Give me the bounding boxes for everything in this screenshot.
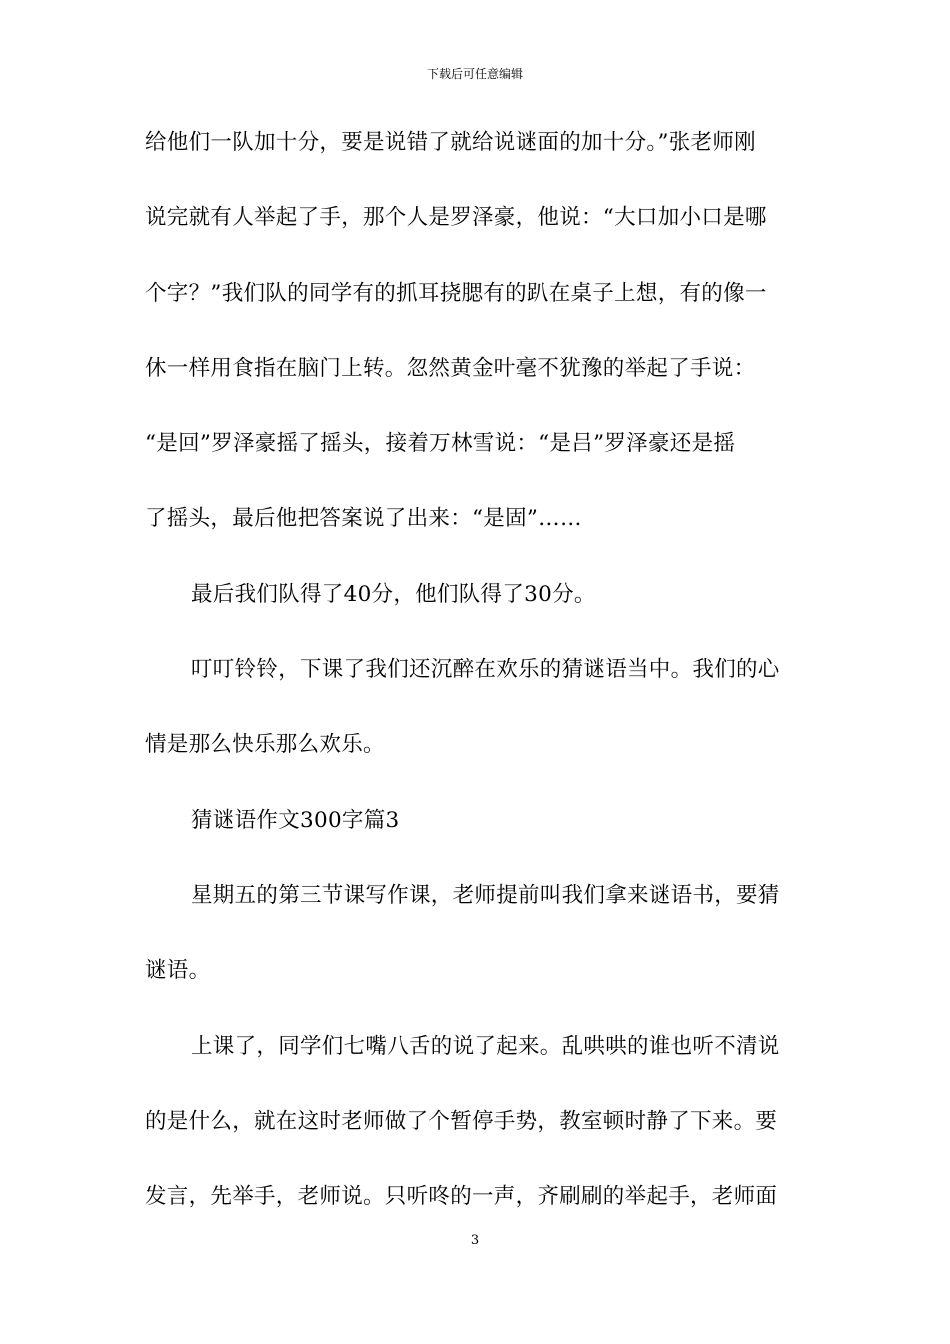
- text-line: 的是什么，就在这时老师做了个暂停手势，教室顿时静了下来。要: [145, 1108, 778, 1134]
- page-number: 3: [470, 1233, 480, 1248]
- text-line: 说完就有人举起了手，那个人是罗泽豪，他说：“大口加小口是哪: [145, 205, 767, 231]
- text-line: 给他们一队加十分，要是说错了就给说谜面的加十分。”张老师刚: [145, 130, 756, 155]
- text-line: “是回”罗泽豪摇了摇头，接着万林雪说：“是吕”罗泽豪还是摇: [145, 431, 736, 457]
- page-header: 下载后可任意编辑: [426, 67, 523, 81]
- text-line: 休一样用食指在脑门上转。忽然黄金叶毫不犹豫的举起了手说：: [145, 355, 756, 381]
- text-line: 情是那么快乐那么欢乐。: [145, 732, 385, 758]
- text-line: 了摇头，最后他把答案说了出来：“是固”……: [145, 506, 582, 532]
- text-line: 叮叮铃铃，下课了我们还沉醉在欢乐的猜谜语当中。我们的心: [191, 657, 780, 683]
- section-heading: 猜谜语作文300字篇3: [191, 807, 400, 833]
- text-line: 最后我们队得了40分，他们队得了30分。: [191, 581, 596, 607]
- text-line: 星期五的第三节课写作课，老师提前叫我们拿来谜语书，要猜: [191, 882, 780, 908]
- document-body: [145, 118, 810, 1247]
- text-line: 发言，先举手，老师说。只听咚的一声，齐刷刷的举起手，老师面: [145, 1184, 778, 1210]
- text-line: 上课了，同学们七嘴八舌的说了起来。乱哄哄的谁也听不清说: [191, 1033, 780, 1059]
- text-line: 个字？”我们队的同学有的抓耳挠腮有的趴在桌子上想，有的像一: [145, 280, 767, 306]
- text-line: 谜语。: [145, 958, 211, 984]
